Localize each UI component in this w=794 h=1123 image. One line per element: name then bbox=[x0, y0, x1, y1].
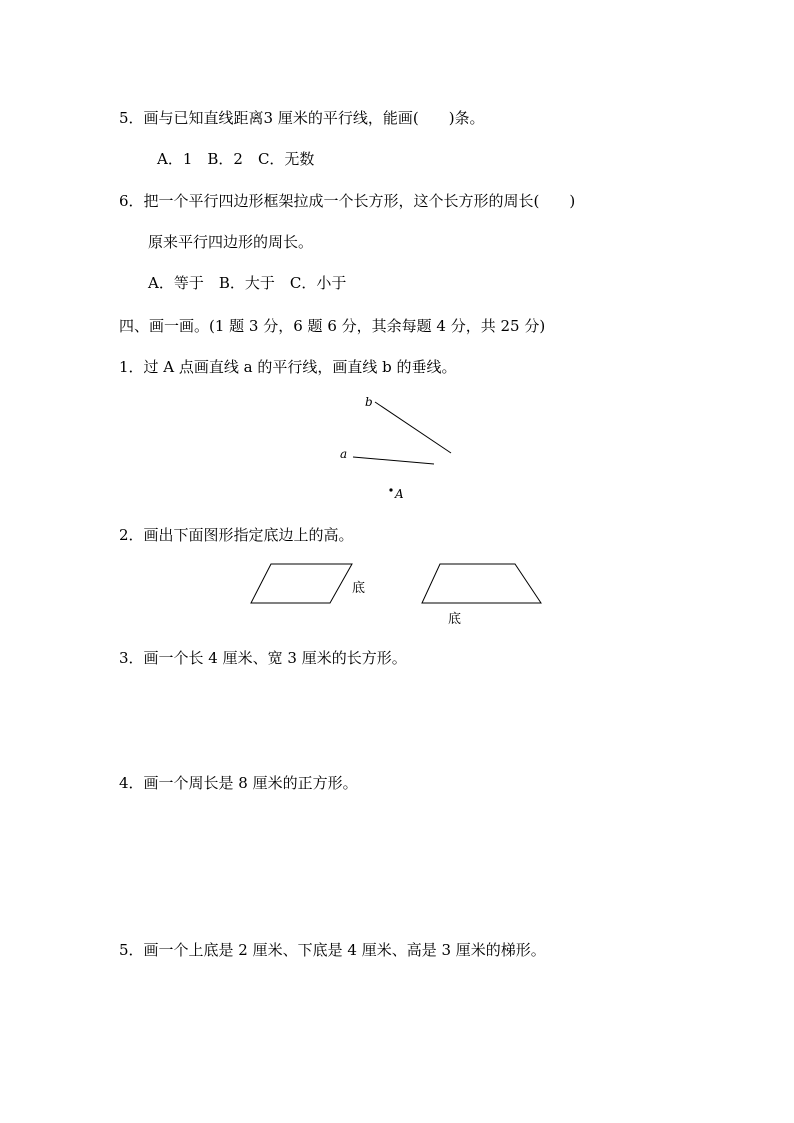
draw-question-1: 1．过 A 点画直线 a 的平行线，画直线 b 的垂线。 bbox=[119, 358, 457, 376]
line-a-label: a bbox=[340, 447, 348, 461]
question-6-options: A．等于 B．大于 C．小于 bbox=[148, 274, 347, 292]
draw-question-4: 4．画一个周长是 8 厘米的正方形。 bbox=[119, 774, 358, 792]
question-6-mc: 6．把一个平行四边形框架拉成一个长方形，这个长方形的周长( ) bbox=[119, 192, 576, 210]
line-b-label: b bbox=[365, 395, 373, 409]
trapezoid bbox=[422, 564, 541, 603]
point-A bbox=[389, 488, 392, 491]
question-6-continuation: 原来平行四边形的周长。 bbox=[148, 233, 314, 251]
draw-question-3: 3．画一个长 4 厘米、宽 3 厘米的长方形。 bbox=[119, 649, 407, 667]
line-a bbox=[353, 457, 434, 464]
draw-question-2: 2．画出下面图形指定底边上的高。 bbox=[119, 526, 354, 544]
lines-figure bbox=[330, 390, 470, 505]
section-heading: 四、画一画。(1 题 3 分，6 题 6 分，其余每题 4 分，共 25 分) bbox=[119, 317, 546, 335]
point-A-label: A bbox=[395, 487, 404, 501]
parallelogram-base-label: 底 bbox=[352, 581, 366, 596]
question-5-options: A．1 B．2 C．无数 bbox=[157, 150, 315, 168]
draw-question-5: 5．画一个上底是 2 厘米、下底是 4 厘米、高是 3 厘米的梯形。 bbox=[119, 941, 546, 959]
question-5-mc: 5．画与已知直线距离3 厘米的平行线，能画( )条。 bbox=[119, 109, 485, 127]
trapezoid-base-label: 底 bbox=[448, 612, 462, 627]
line-b bbox=[375, 402, 451, 453]
shapes-figure bbox=[245, 558, 550, 633]
parallelogram bbox=[251, 564, 352, 603]
